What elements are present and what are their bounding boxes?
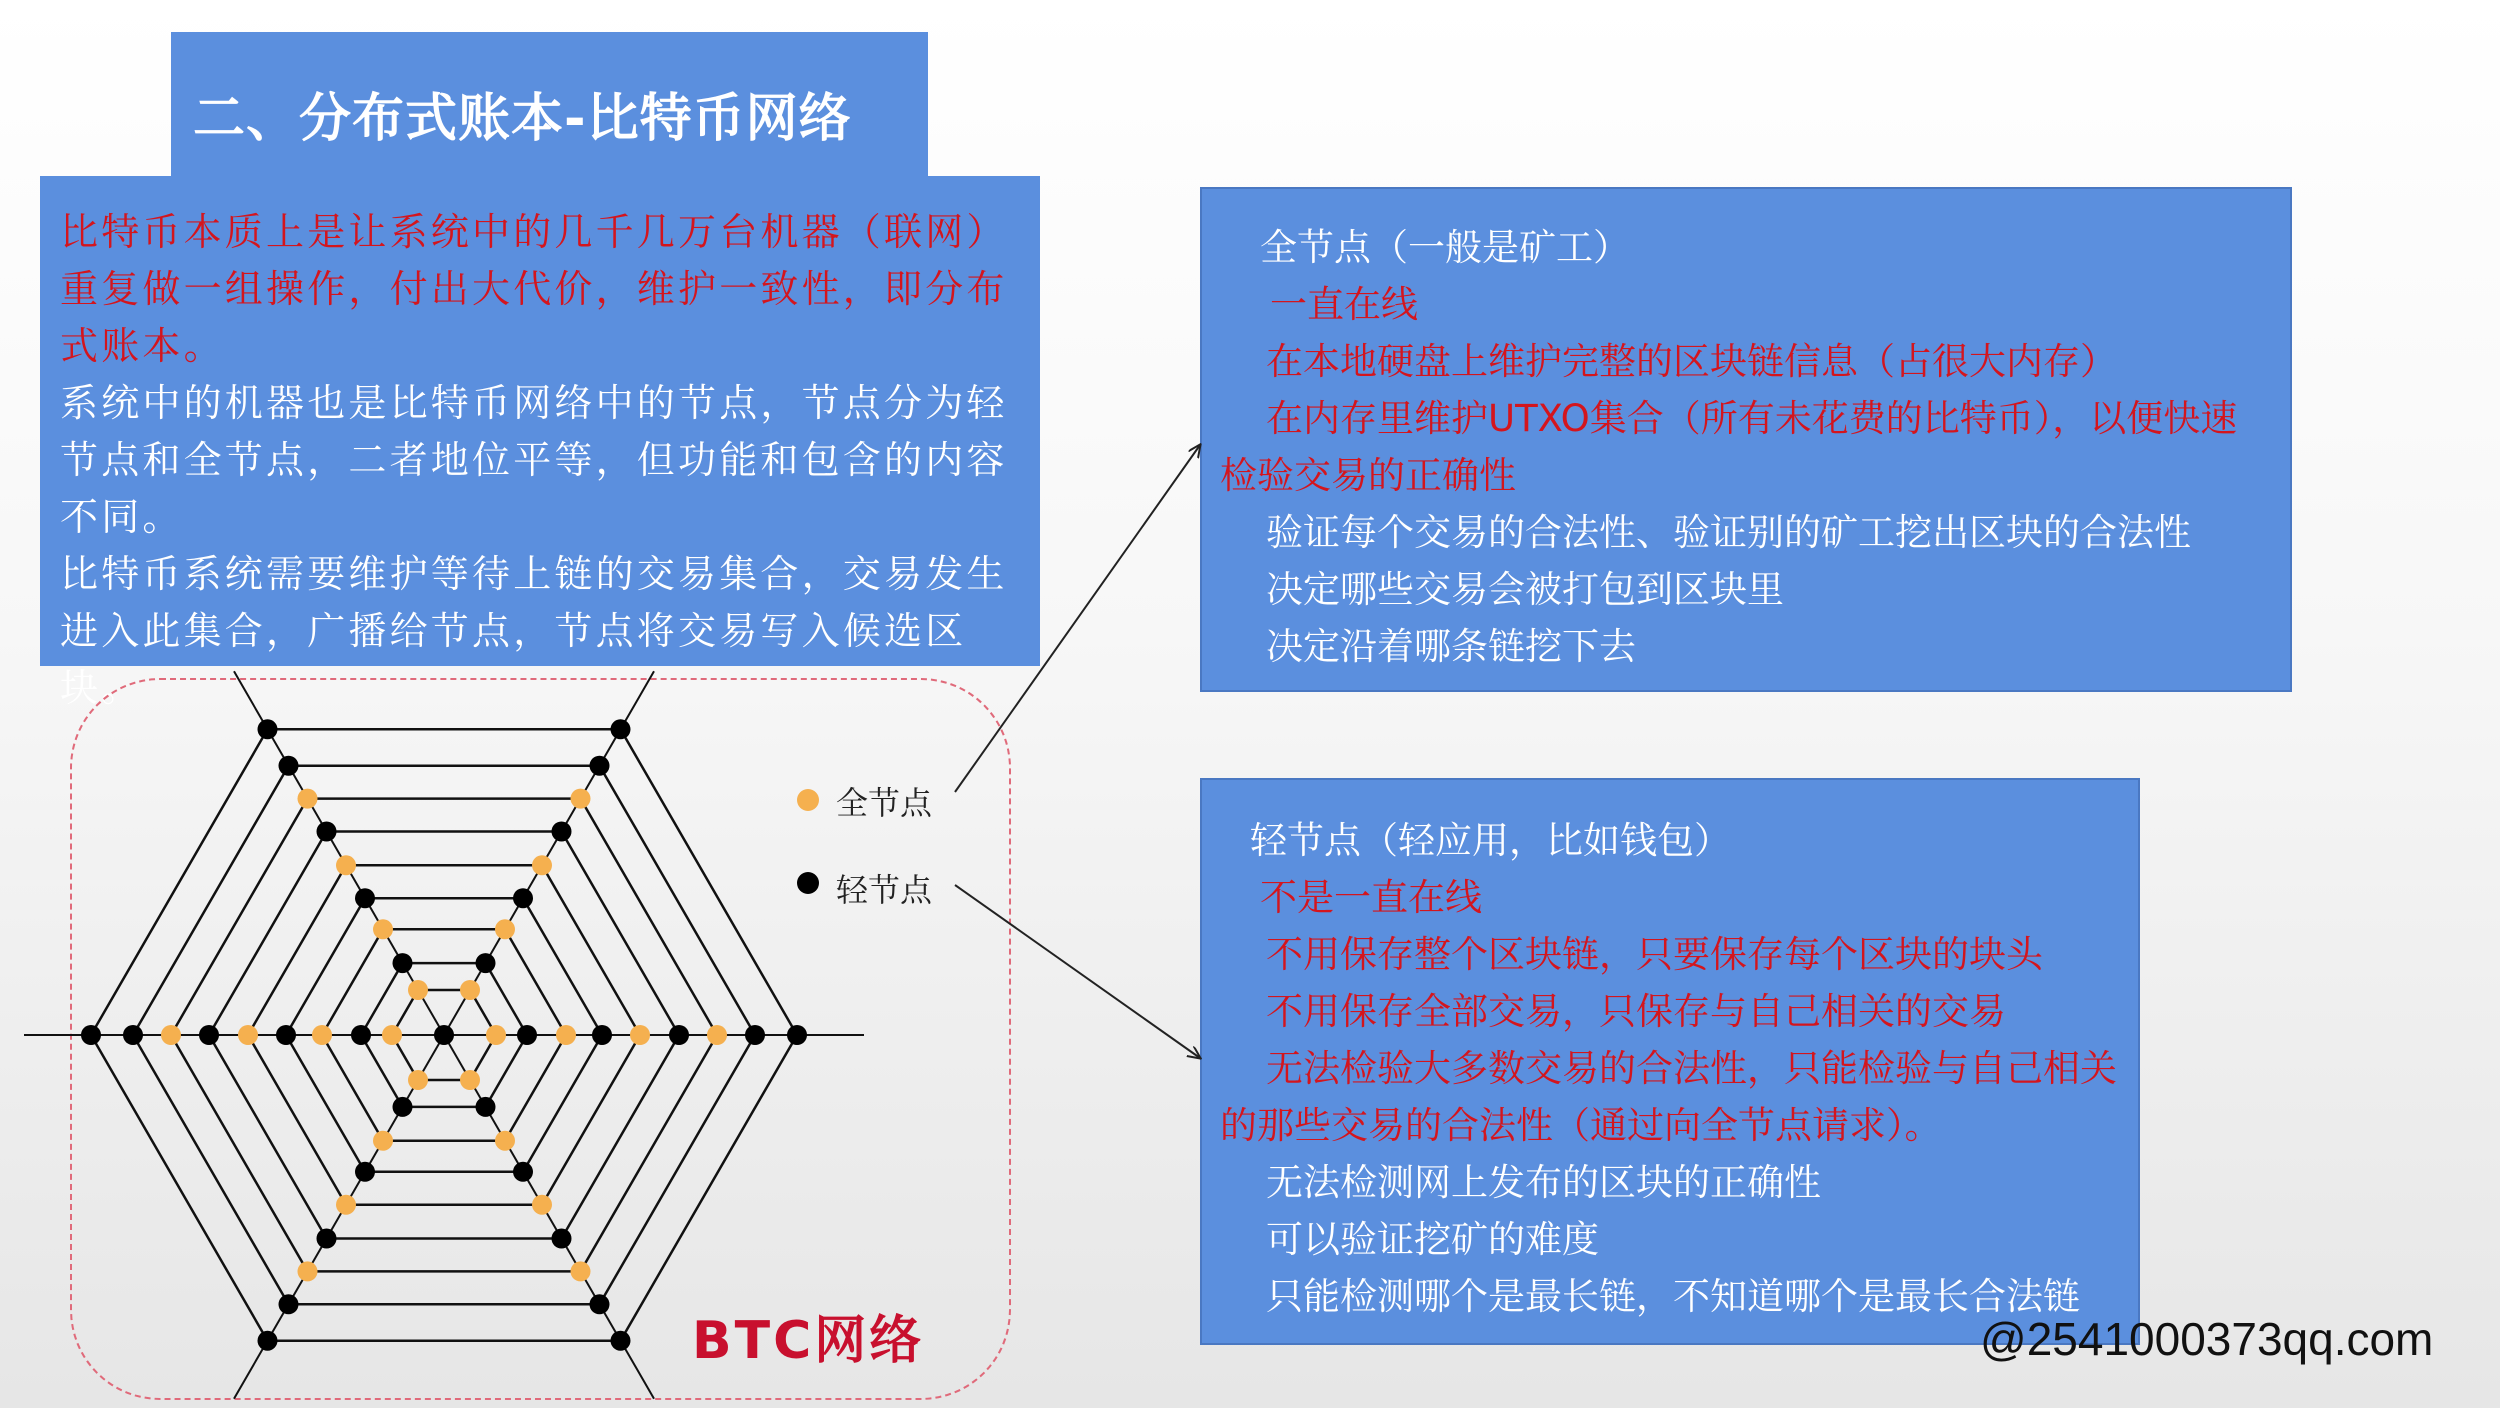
full-node-dot [298,1261,318,1281]
light-node-dot [279,756,299,776]
light-node-dot [513,888,533,908]
light-node-line-7: 只能检测哪个是最长链，不知道哪个是最长合法链 [1266,1275,2080,1318]
full-node-line-6: 决定沿着哪条链挖下去 [1266,625,1636,668]
full-node-line-5: 决定哪些交易会被打包到区块里 [1266,568,1784,611]
light-node-dot [123,1025,143,1045]
watermark: @2541000373qq.com [1980,1313,2434,1365]
full-node-dot [161,1025,181,1045]
arrow-to-light-node [955,885,1200,1058]
full-node-dot [373,919,393,939]
full-node-dot [532,1195,552,1215]
light-node-dot [745,1025,765,1045]
light-node-dot [611,1331,631,1351]
full-node-line-3b: 检验交易的正确性 [1220,454,1516,497]
full-node-dot [408,1070,428,1090]
light-node-dot [258,719,278,739]
light-node-dot [393,953,413,973]
btc-network-label: BTC网络 [692,1311,925,1371]
full-node-dot [298,789,318,809]
light-node-dot [513,1162,533,1182]
light-node-dot [434,1025,454,1045]
light-node-dot [355,888,375,908]
light-node-dot [590,756,610,776]
legend-light-node-label: 轻节点 [836,871,933,909]
intro-red-text: 比特币本质上是让系统中的几千几万台机器（联网）重复做一组操作，付出大代价，维护一致性，即分布式账本。 [60,210,1008,368]
arrow-to-full-node [955,445,1200,792]
light-node-dot [552,822,572,842]
light-node-dot [552,1229,572,1249]
legend-full-dot [797,789,819,811]
full-node-dot [630,1025,650,1045]
full-node-dot [532,855,552,875]
full-node-line-1: 一直在线 [1270,283,1418,326]
full-node-dot [382,1025,402,1045]
light-node-dot [517,1025,537,1045]
light-node-dot [279,1294,299,1314]
light-node-dot [590,1294,610,1314]
full-node-dot [486,1025,506,1045]
light-node-dot [258,1331,278,1351]
light-node-dot [592,1025,612,1045]
light-node-dot [611,719,631,739]
full-node-line-2: 在本地硬盘上维护完整的区块链信息（占很大内存） [1266,340,2117,383]
light-node-dot [787,1025,807,1045]
full-node-dot [336,855,356,875]
light-node-dot [317,1229,337,1249]
intro-paragraph-3: 比特币系统需要维护等待上链的交易集合，交易发生进入此集合，广播给节点，节点将交易写入候选区块。 [60,552,1008,710]
page-title: 二、分布式账本-比特币网络 [193,89,852,149]
full-node-dot [556,1025,576,1045]
full-node-dot [460,980,480,1000]
light-node-dot [669,1025,689,1045]
full-node-dot [373,1131,393,1151]
light-node-dot [276,1025,296,1045]
full-node-line-4: 验证每个交易的合法性、验证别的矿工挖出区块的合法性 [1266,511,2191,554]
full-node-dot [238,1025,258,1045]
light-node-dot [476,953,496,973]
full-node-line-3a: 在内存里维护UTXO集合（所有未花费的比特币），以便快速 [1266,397,2238,440]
full-node-dot [571,789,591,809]
light-node-dot [317,822,337,842]
light-node-line-6: 可以验证挖矿的难度 [1266,1218,1599,1261]
light-node-dot [199,1025,219,1045]
light-node-heading: 轻节点（轻应用，比如钱包） [1250,819,1731,862]
full-node-dot [336,1195,356,1215]
light-node-dot [476,1097,496,1117]
light-node-dot [355,1162,375,1182]
light-node-dot [393,1097,413,1117]
light-node-line-4b: 的那些交易的合法性（通过向全节点请求）。 [1220,1104,1942,1147]
light-node-dot [81,1025,101,1045]
full-node-heading: 全节点（一般是矿工） [1260,226,1630,269]
full-node-dot [408,980,428,1000]
full-node-dot [460,1070,480,1090]
light-node-line-5: 无法检测网上发布的区块的正确性 [1266,1161,1821,1204]
legend-full-node-label: 全节点 [836,784,933,822]
light-node-line-1: 不是一直在线 [1260,876,1482,919]
full-node-dot [707,1025,727,1045]
full-node-dot [495,919,515,939]
full-node-dot [495,1131,515,1151]
light-node-line-2: 不用保存整个区块链，只要保存每个区块的块头 [1266,933,2043,976]
legend-light-dot [797,872,819,894]
full-node-dot [312,1025,332,1045]
light-node-dot [351,1025,371,1045]
light-node-line-3: 不用保存全部交易，只保存与自己相关的交易 [1266,990,2006,1033]
light-node-line-4a: 无法检验大多数交易的合法性，只能检验与自己相关 [1266,1047,2117,1090]
intro-paragraph-2: 系统中的机器也是比特币网络中的节点，节点分为轻节点和全节点，二者地位平等，但功能和包含的内容不同。 [60,381,1008,539]
full-node-dot [571,1261,591,1281]
